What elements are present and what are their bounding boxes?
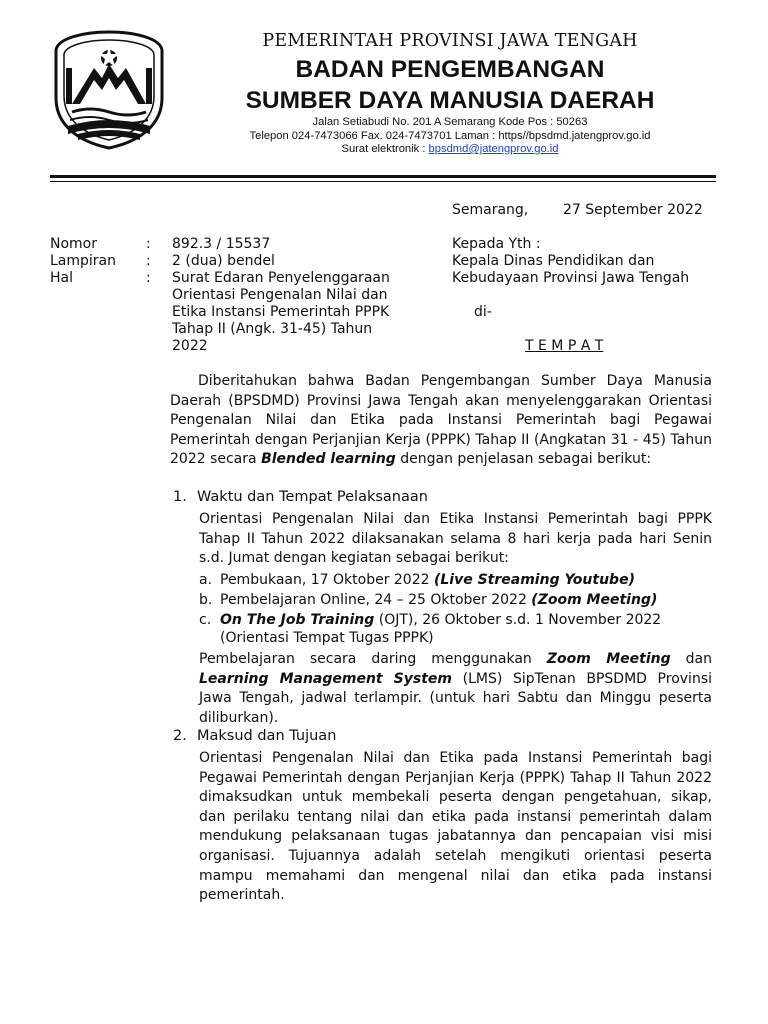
list-marker: c. xyxy=(199,612,212,628)
nomor-label: Nomor xyxy=(50,236,97,252)
recipient-place: T E M P A T xyxy=(525,338,604,354)
closing-text: (LMS) SipTenan BPSDMD Provinsi Jawa Tengah, jadwal terlampir. (untuk hari Sabtu dan Minggu peserta diliburkan). xyxy=(199,670,712,726)
list-item-a xyxy=(220,572,635,589)
intro-paragraph xyxy=(170,372,712,470)
list-item-emphasis: (Live Streaming Youtube) xyxy=(433,572,635,588)
jawa-tengah-emblem-logo xyxy=(50,28,168,150)
hal-label: Hal xyxy=(50,270,73,286)
nomor-value: 892.3 / 15537 xyxy=(172,236,271,252)
letterhead-divider-thin xyxy=(50,181,716,182)
hal-line: Surat Edaran Penyelenggaraan xyxy=(172,270,390,286)
section1-number: 1. xyxy=(173,489,187,505)
nomor-colon: : xyxy=(146,236,151,252)
letterhead-address: Jalan Setiabudi No. 201 A Semarang Kode Pos : 50263 xyxy=(312,116,588,128)
letterhead-agency-line1: BADAN PENGEMBANGAN xyxy=(295,56,605,83)
section1-paragraph: Orientasi Pengenalan Nilai dan Etika Instansi Pemerintah bagi PPPK Tahap II Tahun 2022 dilaksanakan selama 8 hari kerja pada hari Senin s.d. Jumat dengan kegiatan sebagai berikut: xyxy=(199,511,712,567)
list-marker: a. xyxy=(199,572,213,588)
intro-text: Diberitahukan bahwa Badan Pengembangan Sumber Daya Manusia Daerah (BPSDMD) Provinsi Jawa Tengah akan menyelenggarakan Orientasi Pengenalan Nilai dan Etika pada Instansi Pemerintah bagi Pegawai Pemerintah dengan Perjanjian Kerja (PPPK) Tahap II (Angkatan 31 - 45) Tahun 2022 secara xyxy=(170,373,712,468)
section1-title: Waktu dan Tempat Pelaksanaan xyxy=(197,489,428,505)
closing-text: Pembelajaran secara daring menggunakan xyxy=(199,651,547,667)
list-item-text: Pembelajaran Online, 24 – 25 Oktober 2022 xyxy=(220,592,532,608)
list-item-b xyxy=(220,592,657,609)
letterhead-phone: Telepon 024-7473066 Fax. 024-7473701 Laman : https//bpsdmd.jatengprov.go.id xyxy=(249,130,651,142)
list-item-text: Pembukaan, 17 Oktober 2022 xyxy=(220,572,434,588)
closing-text: dan xyxy=(670,651,712,667)
intro-text-end: dengan penjelasan sebagai berikut: xyxy=(395,451,652,468)
hal-line: Etika Instansi Pemerintah PPPK xyxy=(172,304,390,320)
list-item-c-sub: (Orientasi Tempat Tugas PPPK) xyxy=(220,630,434,646)
lampiran-colon: : xyxy=(146,253,151,269)
closing-emphasis: Zoom Meeting xyxy=(546,651,671,667)
lampiran-value: 2 (dua) bendel xyxy=(172,253,275,269)
letterhead-agency-line2: SUMBER DAYA MANUSIA DAERAH xyxy=(245,87,655,114)
letterhead-email-line xyxy=(170,143,730,155)
letterhead-government-line: PEMERINTAH PROVINSI JAWA TENGAH xyxy=(262,31,638,51)
section2-number: 2. xyxy=(173,728,187,744)
letterhead-divider-thick xyxy=(50,175,716,178)
date-place: Semarang, xyxy=(452,202,529,218)
letter-date: 27 September 2022 xyxy=(563,202,703,218)
hal-line: Tahap II (Angk. 31-45) Tahun xyxy=(172,321,373,337)
hal-line: 2022 xyxy=(172,338,208,354)
closing-emphasis: Learning Management System xyxy=(199,670,452,687)
lampiran-label: Lampiran xyxy=(50,253,117,269)
section1-closing xyxy=(199,650,712,728)
list-item-emphasis: (Zoom Meeting) xyxy=(531,592,658,608)
list-item-c xyxy=(220,612,712,629)
intro-emphasis: Blended learning xyxy=(261,451,396,468)
recipient-di: di- xyxy=(474,304,492,320)
hal-line: Orientasi Pengenalan Nilai dan xyxy=(172,287,388,303)
section2-paragraph: Orientasi Pengenalan Nilai dan Etika pada Instansi Pemerintah bagi Pegawai Pemerintah dengan Perjanjian Kerja (PPPK) Tahap II Tahun 2022 dimaksudkan untuk membekali peserta dengan pengetahuan, sikap, dan perilaku tentang nilai dan etika pada instansi pemerintah dalam mendukung pelaksanaan tugas jabatannya dan pencapaian visi misi organisasi. Tujuannya adalah setelah mengikuti orientasi peserta mampu memahami dan mengenal nilai dan etika pada instansi pemerintah. xyxy=(199,750,712,904)
email-label: Surat elektronik : xyxy=(341,143,429,155)
email-link[interactable]: bpsdmd@jatengprov.go.id xyxy=(428,143,559,155)
recipient-salutation: Kepada Yth : xyxy=(452,236,541,252)
list-item-emphasis: On The Job Training xyxy=(220,612,375,628)
recipient-line: Kepala Dinas Pendidikan dan xyxy=(452,253,655,269)
section2-title: Maksud dan Tujuan xyxy=(197,728,337,744)
list-marker: b. xyxy=(199,592,213,608)
recipient-line: Kebudayaan Provinsi Jawa Tengah xyxy=(452,270,690,286)
list-item-text: (OJT), 26 Oktober s.d. 1 November 2022 xyxy=(374,612,662,628)
hal-colon: : xyxy=(146,270,151,286)
